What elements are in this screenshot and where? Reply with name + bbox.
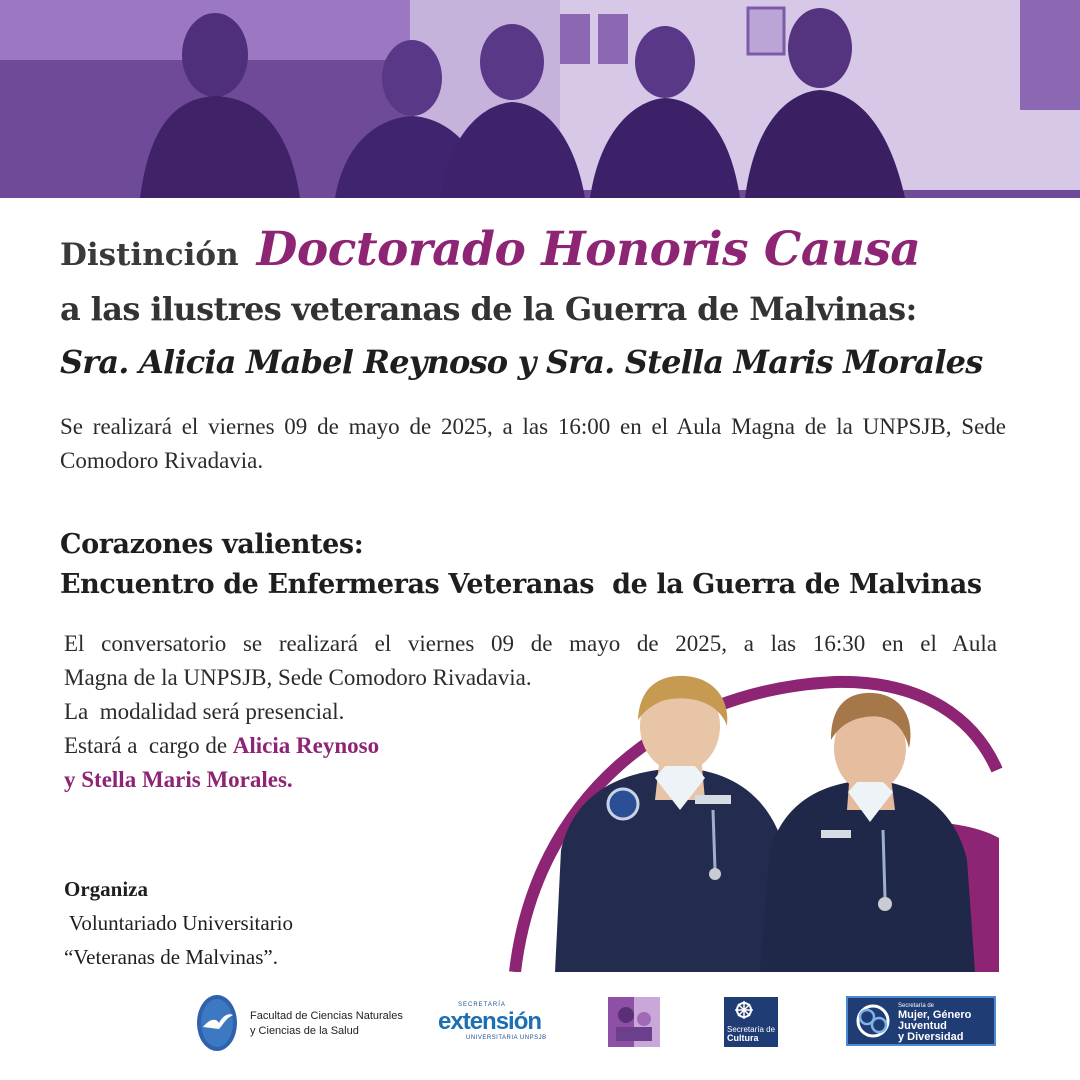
section-heading [60, 525, 982, 605]
facultad-text [250, 1009, 403, 1039]
cultura-line2: Cultura [727, 1033, 759, 1043]
event2-line2: Magna de la UNPSJB, Sede Comodoro Rivadavia. [64, 665, 532, 690]
mujer-genero-text [898, 1002, 971, 1043]
title-main: Doctorado Honoris Causa [256, 222, 921, 277]
mujer-genero-logo [846, 996, 996, 1046]
organiza-block [64, 872, 293, 974]
extension-word: extensión [438, 1008, 542, 1035]
star-icon [724, 997, 778, 1023]
section-heading-2: Encuentro de Enfermeras Veteranas de la Guerra de Malvinas [60, 569, 982, 600]
event2-text [64, 627, 997, 797]
event2-line4 [64, 729, 997, 763]
facultad-line2: y Ciencias de la Salud [250, 1025, 359, 1037]
mujer-line2: Juventud [898, 1020, 947, 1032]
mujer-line1: Mujer, Género [898, 1009, 972, 1021]
extension-bottom: UNIVERSITARIA UNPSJB [466, 1035, 547, 1041]
organiza-label: Organiza [64, 877, 148, 901]
facultad-logo [195, 993, 410, 1053]
honorees: Sra. Alicia Mabel Reynoso y Sra. Stella Maris Morales [60, 343, 983, 381]
diversity-knot-icon [853, 1001, 893, 1041]
veterans-group-photo [0, 0, 1080, 198]
extension-top: SECRETARÍA [458, 1002, 506, 1008]
speaker-alicia: Alicia Reynoso [232, 733, 380, 758]
event1-text: Se realizará el viernes 09 de mayo de 2025, a las 16:00 en el Aula Magna de la UNPSJB, Sede Comodoro Rivadavia. [60, 414, 1006, 473]
mujer-genero-mini-logo [608, 997, 660, 1047]
cultura-logo [724, 997, 778, 1047]
title-line [60, 222, 920, 277]
organiza-line2: “Veteranas de Malvinas”. [64, 945, 278, 969]
facultad-line1: Facultad de Ciencias Naturales [250, 1010, 403, 1022]
title-prefix: Distinción [60, 237, 239, 273]
header-photo [0, 0, 1080, 198]
event2-line4-prefix: Estará a cargo de [64, 733, 233, 758]
event2-line1: El conversatorio se realizará el viernes 09 de mayo de 2025, a las 16:30 en el Aula [64, 631, 997, 656]
organiza-line1: Voluntariado Universitario [64, 911, 294, 935]
albatross-seal-icon [195, 993, 245, 1053]
extension-logo [436, 1002, 548, 1046]
speaker-stella: y Stella Maris Morales. [64, 767, 293, 792]
mujer-line3: y Diversidad [898, 1031, 964, 1043]
section-heading-1: Corazones valientes: [60, 529, 364, 560]
event2-line3: La modalidad será presencial. [64, 699, 345, 724]
cultura-line1: Secretaría de [727, 1025, 776, 1034]
mujer-small: Secretaría de [898, 1003, 935, 1009]
subtitle: a las ilustres veteranas de la Guerra de Malvinas: [60, 290, 917, 328]
